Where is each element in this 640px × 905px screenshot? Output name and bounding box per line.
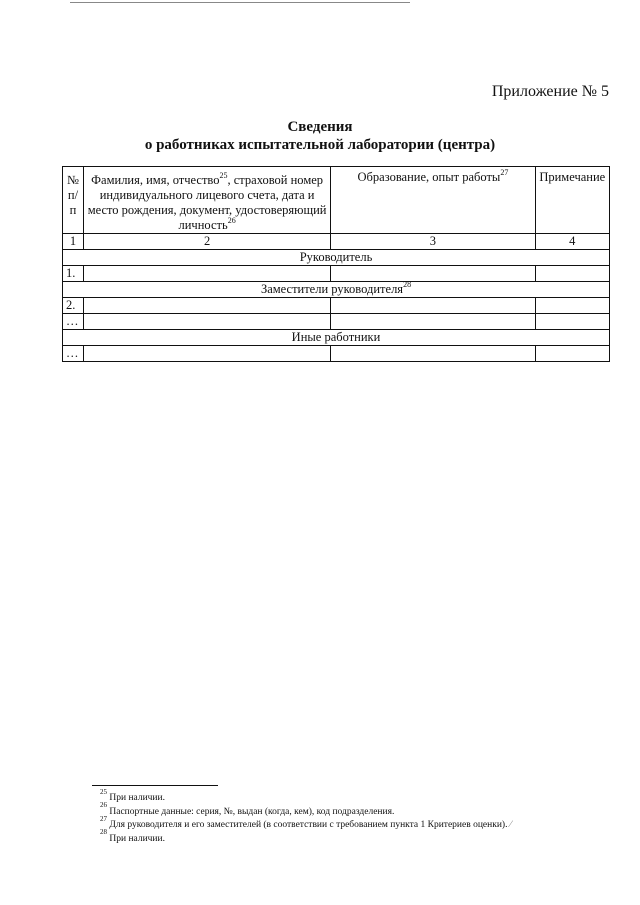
footnote-number: 25 bbox=[100, 787, 107, 796]
section-row-head bbox=[63, 250, 610, 266]
footnotes bbox=[100, 787, 512, 846]
top-edge-line bbox=[70, 2, 410, 3]
column-number: 1 bbox=[63, 234, 84, 250]
education-cell[interactable] bbox=[331, 346, 535, 362]
note-cell[interactable] bbox=[535, 298, 609, 314]
column-number-row bbox=[63, 234, 610, 250]
section-row-deputies bbox=[63, 282, 610, 298]
personal-data-cell[interactable] bbox=[83, 298, 330, 314]
column-number: 4 bbox=[535, 234, 609, 250]
row-number: 1. bbox=[63, 266, 84, 282]
table-row bbox=[63, 298, 610, 314]
table-row bbox=[63, 266, 610, 282]
footnote-text: Паспортные данные: серия, №, выдан (когда, кем), код подразделения. bbox=[109, 806, 395, 817]
row-number: … bbox=[63, 346, 84, 362]
footnote-number: 26 bbox=[100, 801, 107, 810]
document-subtitle: о работниках испытательной лаборатории (центра) bbox=[144, 137, 496, 153]
education-cell[interactable] bbox=[331, 314, 535, 330]
section-title bbox=[63, 279, 610, 298]
footnote-item bbox=[100, 814, 512, 833]
header-number bbox=[63, 167, 84, 234]
column-number: 3 bbox=[331, 234, 535, 250]
staff-info-table bbox=[62, 166, 610, 362]
footnote-ref-25: 25 bbox=[219, 170, 228, 180]
footnote-item bbox=[100, 787, 511, 806]
section-title-label: Руководитель bbox=[299, 250, 373, 264]
appendix-label: Приложение № 5 bbox=[491, 83, 609, 100]
footnote-ref-27: 27 bbox=[500, 167, 509, 177]
header-education-label: Образование, опыт работы bbox=[357, 170, 501, 184]
section-title bbox=[63, 330, 610, 346]
section-row-other bbox=[63, 330, 610, 346]
column-number: 2 bbox=[83, 234, 330, 250]
header-note-label: Примечание bbox=[539, 170, 606, 184]
personal-data-cell[interactable] bbox=[83, 346, 330, 362]
note-cell[interactable] bbox=[535, 314, 609, 330]
table-row bbox=[63, 314, 610, 330]
row-number: … bbox=[63, 314, 84, 330]
section-title-label: Иные работники bbox=[291, 330, 381, 344]
personal-data-cell[interactable] bbox=[83, 266, 330, 282]
footnote-ref-26: 26 bbox=[227, 215, 236, 225]
note-cell[interactable] bbox=[535, 266, 609, 282]
footnote-item bbox=[100, 801, 511, 820]
row-number: 2. bbox=[63, 298, 84, 314]
section-title-label: Заместители руководителя bbox=[260, 282, 404, 296]
footnote-number: 27 bbox=[100, 814, 107, 823]
header-personal-data-label-b: , страховой номер индивидуального лицевого счета, дата и место рождения, документ, удостоверяющий личность bbox=[87, 173, 327, 232]
footnote-text: При наличии. bbox=[109, 793, 165, 803]
table-header-row bbox=[63, 167, 610, 234]
pen-mark: ⁄ bbox=[507, 820, 512, 830]
header-note bbox=[535, 167, 609, 234]
header-education bbox=[331, 167, 535, 234]
header-number-label: № п/п bbox=[67, 173, 79, 217]
header-personal-data-label-a: Фамилия, имя, отчество bbox=[91, 173, 220, 187]
personal-data-cell[interactable] bbox=[83, 314, 330, 330]
note-cell[interactable] bbox=[535, 346, 609, 362]
footnote-text: При наличии. bbox=[109, 833, 165, 844]
education-cell[interactable] bbox=[331, 298, 535, 314]
document-title: Сведения bbox=[287, 119, 353, 135]
footnote-ref-28: 28 bbox=[403, 279, 412, 289]
education-cell[interactable] bbox=[331, 266, 535, 282]
footnote-number: 28 bbox=[100, 828, 107, 837]
section-title bbox=[63, 250, 610, 266]
footnote-item bbox=[100, 828, 511, 847]
table-row bbox=[63, 346, 610, 362]
footnote-separator bbox=[92, 785, 218, 786]
footnote-text: Для руководителя и его заместителей (в соответствии с требованием пункта 1 Критериев оценки). bbox=[109, 820, 508, 830]
header-personal-data bbox=[83, 167, 330, 234]
